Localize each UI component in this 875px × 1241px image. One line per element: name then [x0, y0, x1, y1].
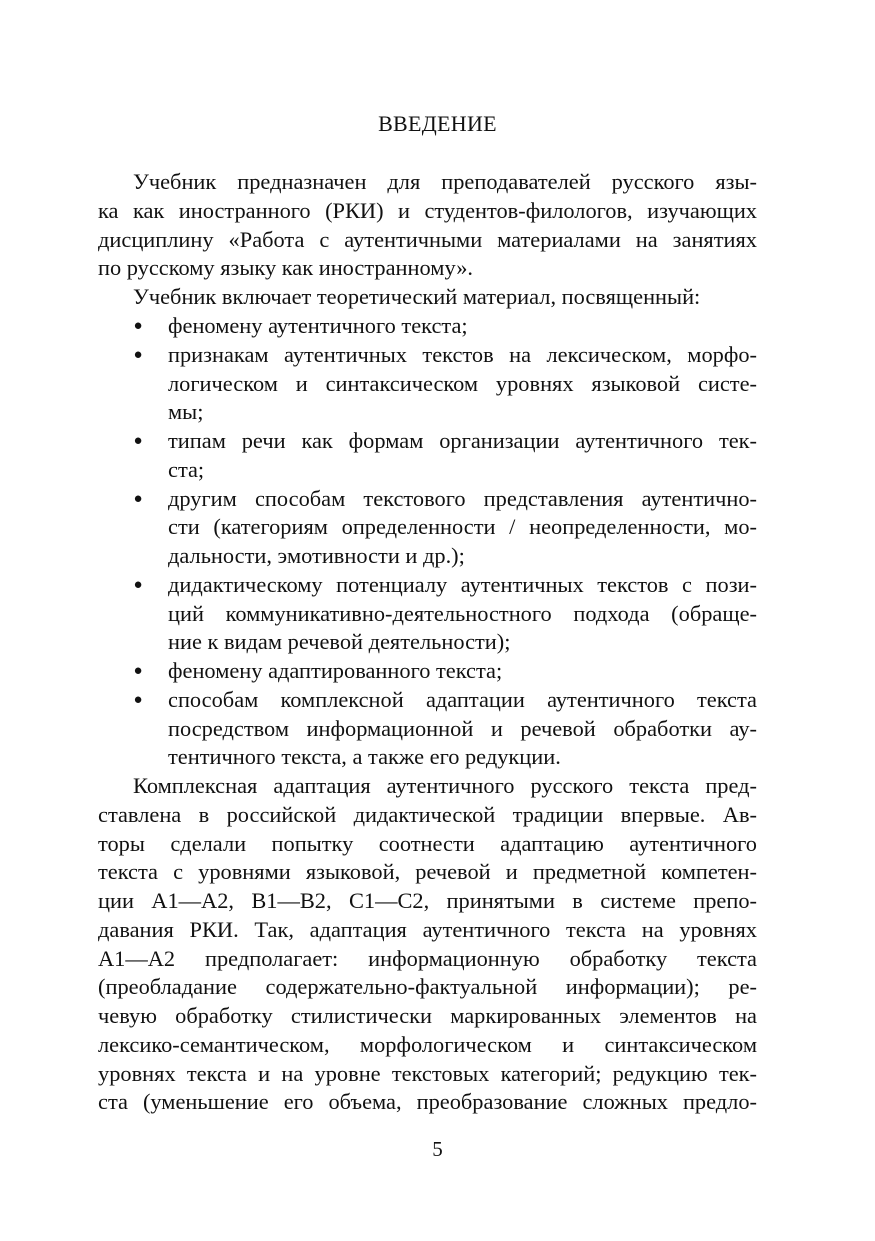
list-item: дальности, эмотивности и др.); [168, 543, 465, 568]
list-item: сти (категориям определенности / неопределенности, мо- [168, 514, 757, 539]
list-item: ние к видам речевой деятельности); [168, 629, 511, 654]
bullet-icon: ● [133, 347, 143, 363]
paragraph-line: по русскому языку как иностранному». [98, 255, 474, 280]
bullet-icon: ● [133, 577, 143, 593]
list-item: тентичного текста, а также его редукции. [168, 744, 561, 769]
paragraph-line: ставлена в российской дидактической традиции впервые. Ав- [98, 802, 757, 827]
list-item: дидактическому потенциалу аутентичных текстов с пози- [168, 572, 757, 597]
paragraph-line: дисциплину «Работа с аутентичными материалами на занятиях [98, 227, 757, 252]
list-item: способам комплексной адаптации аутентичного текста [168, 687, 757, 712]
paragraph-line: ста (уменьшение его объема, преобразование сложных предло- [98, 1089, 757, 1114]
paragraph-line: Комплексная адаптация аутентичного русского текста пред- [133, 773, 757, 798]
page-number: 5 [432, 1137, 443, 1161]
paragraph-line: А1—А2 предполагает: информационную обработку текста [98, 946, 757, 971]
list-item: другим способам текстового представления аутентично- [168, 486, 757, 511]
list-item: логическом и синтаксическом уровнях языковой систе- [168, 371, 757, 396]
bullet-icon: ● [133, 491, 143, 507]
paragraph-line: чевую обработку стилистически маркированных элементов на [98, 1003, 757, 1028]
bullet-icon: ● [133, 318, 143, 334]
list-item: ций коммуникативно-деятельностного подхода (обраще- [168, 601, 757, 626]
paragraph-line: уровнях текста и на уровне текстовых категорий; редукцию тек- [98, 1061, 757, 1086]
paragraph-line: лексико-семантическом, морфологическом и синтаксическом [98, 1032, 757, 1057]
paragraph-line: торы сделали попытку соотнести адаптацию аутентичного [98, 831, 757, 856]
list-item: мы; [168, 399, 204, 424]
list-item: ста; [168, 457, 205, 482]
bullet-icon: ● [133, 433, 143, 449]
list-item: типам речи как формам организации аутентичного тек- [168, 428, 757, 453]
bullet-icon: ● [133, 692, 143, 708]
paragraph-line: давания РКИ. Так, адаптация аутентичного текста на уровнях [98, 917, 757, 942]
paragraph-line: (преобладание содержательно-фактуальной информации); ре- [98, 974, 757, 999]
list-item: феномену аутентичного текста; [168, 313, 468, 338]
list-item: признакам аутентичных текстов на лексическом, морфо- [168, 342, 757, 367]
bullet-icon: ● [133, 663, 143, 679]
page-title: ВВЕДЕНИЕ [378, 111, 497, 136]
list-item: феномену адаптированного текста; [168, 658, 503, 683]
list-item: посредством информационной и речевой обработки ау- [168, 716, 757, 741]
paragraph-line: Учебник включает теоретический материал, посвященный: [133, 284, 701, 309]
paragraph-line: Учебник предназначен для преподавателей русского язы- [133, 169, 757, 194]
paragraph-line: ка как иностранного (РКИ) и студентов-филологов, изучающих [98, 198, 757, 223]
paragraph-line: ции А1—А2, В1—В2, С1—С2, принятыми в системе препо- [98, 888, 757, 913]
paragraph-line: текста с уровнями языковой, речевой и предметной компетен- [98, 859, 757, 884]
